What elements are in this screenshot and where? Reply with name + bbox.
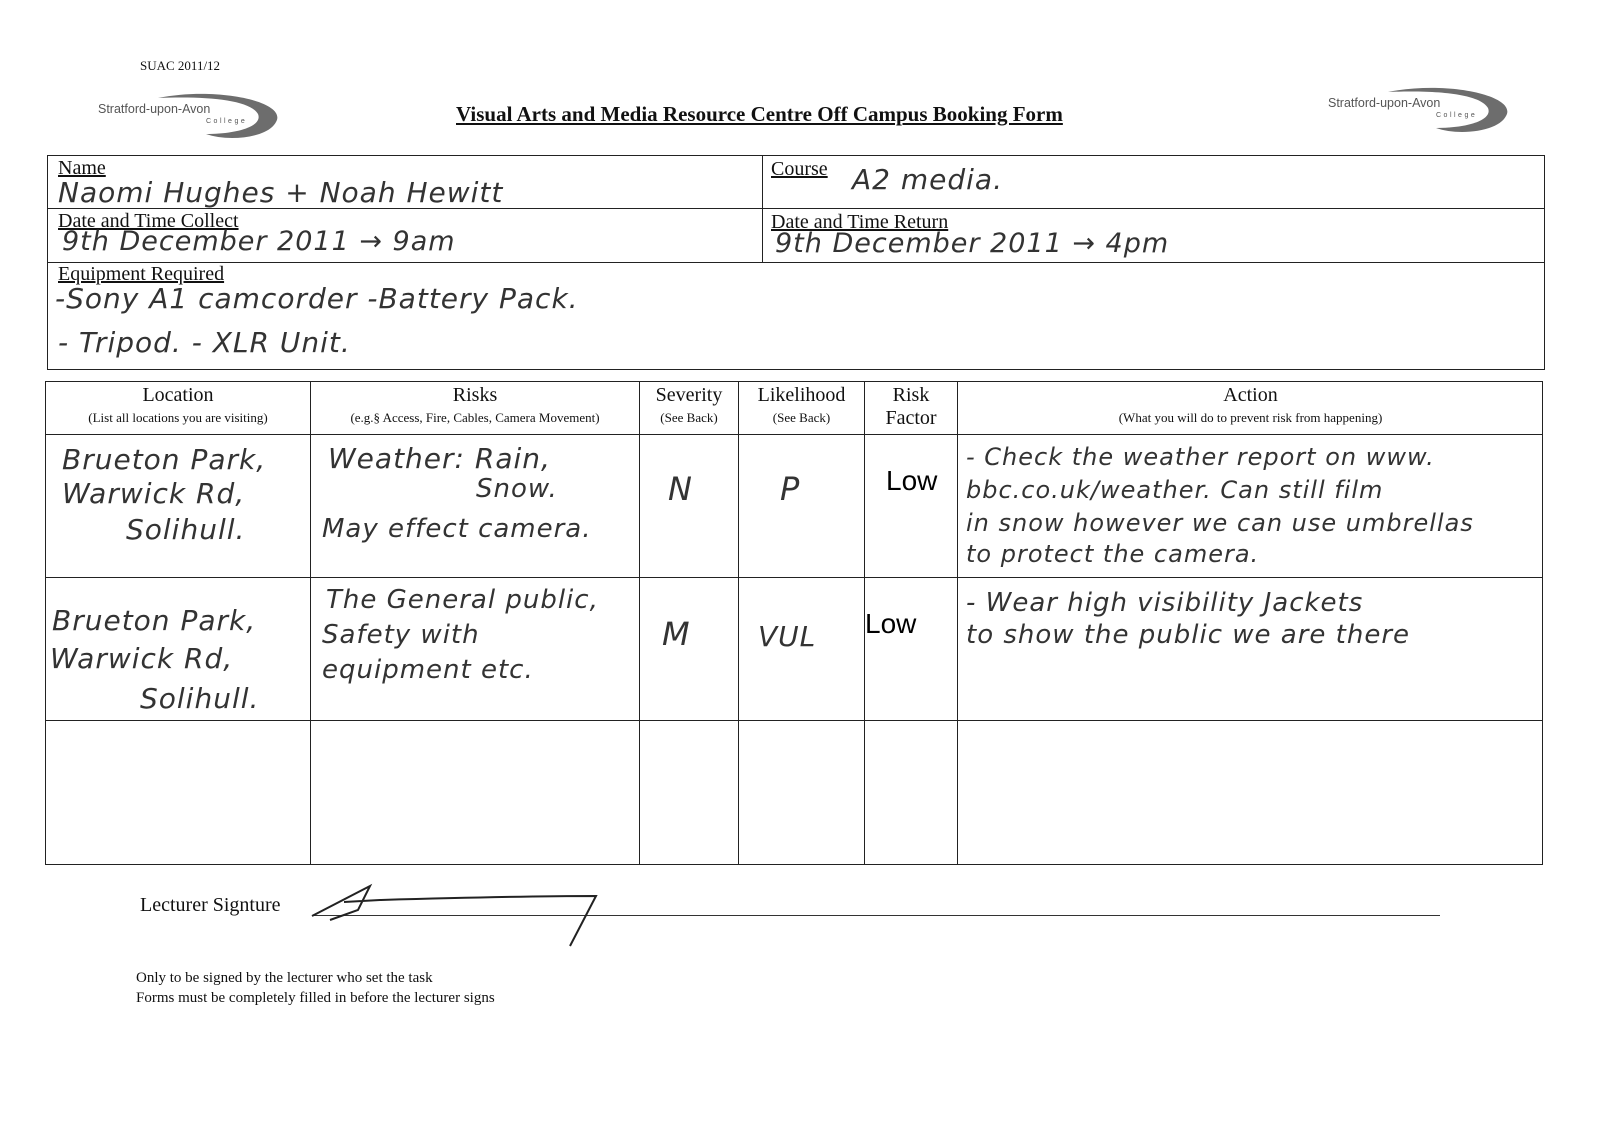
row2-risk-line[interactable]: equipment etc.	[322, 655, 534, 685]
collect-label: Date and Time Collect	[58, 210, 239, 232]
row2-location-line[interactable]: Warwick Rd,	[50, 642, 234, 675]
equipment-line[interactable]: -Sony A1 camcorder -Battery Pack.	[55, 282, 579, 315]
college-logo-left	[98, 90, 288, 150]
course-value[interactable]: A2 media.	[852, 163, 1003, 196]
row1-action-line[interactable]: to protect the camera.	[966, 540, 1260, 568]
row2-severity[interactable]: M	[662, 615, 691, 653]
divider	[310, 381, 311, 865]
header-location-title: Location	[142, 384, 214, 406]
equipment-line[interactable]: - Tripod. - XLR Unit.	[58, 326, 351, 359]
row1-risk-line[interactable]: Snow.	[476, 474, 558, 504]
row2-action-line[interactable]: - Wear high visibility Jackets	[966, 588, 1364, 618]
header-location	[46, 384, 310, 426]
header-risk-factor: Risk Factor	[885, 384, 937, 429]
header-action	[958, 384, 1543, 426]
row1-action-line[interactable]: in snow however we can use umbrellas	[966, 509, 1474, 537]
logo-text: Stratford-upon-Avon	[1328, 96, 1441, 110]
row1-action-line[interactable]: - Check the weather report on www.	[966, 443, 1435, 471]
divider	[45, 720, 1543, 721]
row2-risk-line[interactable]: Safety with	[322, 620, 480, 650]
header-location-sub: (List all locations you are visiting)	[88, 410, 268, 425]
form-reference: SUAC 2011/12	[140, 58, 221, 73]
divider	[47, 262, 1545, 263]
row1-action-line[interactable]: bbc.co.uk/weather. Can still film	[966, 476, 1384, 504]
logo-subtext: College	[206, 118, 248, 125]
row1-risk-factor[interactable]: Low	[886, 465, 938, 496]
row2-likelihood[interactable]: VUL	[758, 620, 817, 653]
row1-risk-line[interactable]: May effect camera.	[322, 514, 592, 544]
divider	[639, 381, 640, 865]
row2-location-line[interactable]: Brueton Park,	[52, 604, 257, 637]
college-logo-right	[1328, 84, 1518, 144]
header-likelihood	[739, 384, 864, 426]
equipment-label: Equipment Required	[58, 263, 225, 285]
name-value[interactable]: Naomi Hughes + Noah Hewitt	[58, 176, 504, 209]
divider	[45, 434, 1543, 435]
header-likelihood-title: Likelihood	[757, 384, 846, 406]
row2-location-line[interactable]: Solihull.	[140, 682, 260, 715]
header-likelihood-sub: (See Back)	[772, 410, 831, 425]
row2-risk-factor[interactable]: Low	[865, 608, 917, 639]
row1-risk-line[interactable]: Weather: Rain,	[328, 442, 551, 475]
header-severity-sub: (See Back)	[660, 410, 718, 425]
row1-location-line[interactable]: Warwick Rd,	[62, 477, 246, 510]
instruction-note: Only to be signed by the lecturer who set the task	[136, 970, 433, 986]
divider	[762, 155, 763, 262]
course-label: Course	[771, 158, 828, 180]
divider	[738, 381, 739, 865]
header-risks-title: Risks	[452, 384, 498, 406]
logo-subtext: College	[1436, 112, 1478, 119]
return-label: Date and Time Return	[771, 211, 949, 233]
instructions	[136, 968, 495, 1008]
swoosh-icon	[98, 90, 288, 150]
row1-location-line[interactable]: Brueton Park,	[62, 443, 267, 476]
name-label: Name	[58, 157, 106, 179]
row2-action-line[interactable]: to show the public we are there	[966, 620, 1411, 650]
header-severity	[640, 384, 738, 426]
signature-label: Lecturer Signture	[140, 894, 281, 916]
header-severity-title: Severity	[655, 384, 723, 406]
divider	[957, 381, 958, 865]
row1-location-line[interactable]: Solihull.	[126, 513, 246, 546]
header-risks	[311, 384, 639, 426]
logo-text: Stratford-upon-Avon	[98, 102, 211, 116]
return-value[interactable]: 9th December 2011 → 4pm	[775, 228, 1170, 259]
row2-risk-line[interactable]: The General public,	[326, 585, 599, 615]
header-action-title: Action	[1223, 384, 1278, 406]
header-action-sub: (What you will do to prevent risk from happening)	[1118, 410, 1383, 425]
header-risks-sub: (e.g.§ Access, Fire, Cables, Camera Movement)	[350, 410, 600, 425]
collect-value[interactable]: 9th December 2011 → 9am	[62, 226, 456, 257]
swoosh-icon	[1328, 84, 1518, 144]
row1-likelihood[interactable]: P	[780, 470, 801, 508]
form-title: Visual Arts and Media Resource Centre Off Campus Booking Form	[456, 102, 1063, 126]
row1-severity[interactable]: N	[668, 470, 693, 508]
handwritten-signature	[300, 880, 610, 950]
instruction-note: Forms must be completely filled in before the lecturer signs	[136, 990, 495, 1006]
divider	[45, 577, 1543, 578]
